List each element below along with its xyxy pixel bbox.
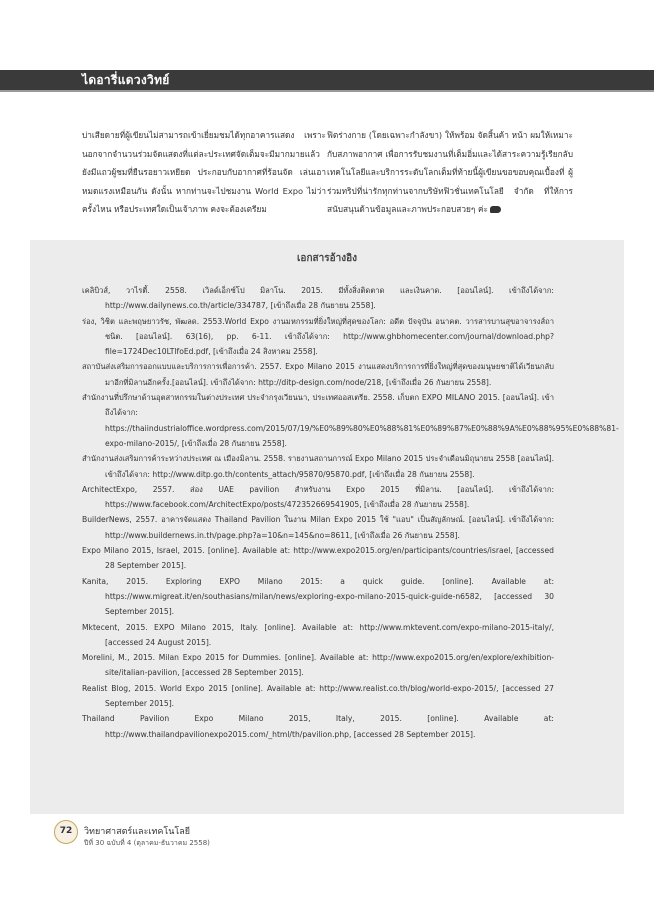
reference-item: สำนักงานส่งเสริมการค้าระหว่างประเทศ ณ เมืองมิลาน. 2558. รายงานสถานการณ์ Expo Milano 2015 ประจำเดือนมิถุนายน 2558 [ออนไลน์]. เข้าถึงได้จาก: http://www.ditp.go.th/contents_attach/95870/95870.pdf, [เข้าถึงเมื่อ 28 กันยายน 2558]. bbox=[82, 454, 554, 479]
reference-item: สำนักงานที่ปรึกษาด้านอุตสาหกรรมในต่างประเทศ ประจำกรุงเวียนนา, ประเทศออสเตรีย. 2558. เก็บตก EXPO MILANO 2015. [ออนไลน์]. เข้าถึงได้จาก: https://thaiindustrialoffice.wordpress.com/2015/07/19/%E0%89%80%E0%88%81%E0%89%87%E0%88%9A%E0%88%95%E0%88%81-expo-milano-2015/, [เข้าถึงเมื่อ 28 กันยายน 2558]. bbox=[82, 393, 619, 448]
body-paragraph-right bbox=[327, 126, 573, 219]
reference-item: Kanita, 2015. Exploring EXPO Milano 2015: a quick guide. [online]. Available at: https://www.migreat.it/en/southasians/milan/news/exploring-expo-milano-2015-quick-guide-n6582, [accessed 30 September 2015]. bbox=[82, 576, 554, 617]
reference-item: สถาบันส่งเสริมการออกแบบและบริการการเพื่อการค้า. 2557. Expo Milano 2015 งานแสดงบริการการที่ยิ่งใหญ่ที่สุดของมนุษยชาติได้เวียนกลับมาอีกที่มิลานอีกครั้ง.[ออนไลน์]. เข้าถึงได้จาก: http://ditp-design.com/node/218, [เข้าถึงเมื่อ 26 กันยายน 2558]. bbox=[82, 362, 554, 387]
reference-item: Realist Blog, 2015. World Expo 2015 [online]. Available at: http://www.realist.co.th/blog/world-expo-2015/, [accessed 27 September 2015]. bbox=[82, 683, 554, 709]
header-rule bbox=[0, 90, 654, 92]
references-list bbox=[82, 283, 619, 742]
reference-item: ร่อง, วิชิต และพฤษยาวรัช, พัฒลด. 2553.World Expo งานมหกรรมที่ยิ่งใหญ่ที่สุดของโลก: อดีต ปัจจุบัน อนาคต. วารสารบานสุขอาจารงส์ถาชนิต. [ออนไลน์]. 63(16), pp. 6-11. เข้าถึงได้จาก: http://www.ghbhomecenter.com/journal/download.php?file=1724Dec10LTlfoEd.pdf, [เข้าถึงเมื่อ 24 สิงหาคม 2558]. bbox=[82, 316, 554, 357]
page-number: 72 bbox=[59, 826, 73, 836]
reference-item: Expo Milano 2015, Israel, 2015. [online]. Available at: http://www.expo2015.org/en/participants/countries/israel, [accessed 28 September 2015]. bbox=[82, 546, 554, 571]
body-paragraph-left: บ่าเสียดายที่ผู้เขียนไม่สามารถเข้าเยี่ยมชมได้ทุกอาคารแสดง เพราะนอกจากจำนวนร่วมจัดแสดงที่แต่ละประเทศจัดเต็มจะมีมากมายแล้ว ยังมีแถวผู้ชมที่ยืนรอยาวเหยียด ประกอบกับอากาศที่ร้อนจัด เล่นเอาหมดแรงเหมือนกัน ดังนั้น หากท่านจะไปชมงาน World Expo ไม่ว่าครั้งไหน หรือประเทศใดเป็นเจ้าภาพ คงจะต้องเตรียม bbox=[82, 130, 326, 214]
reference-item: BuilderNews, 2557. อาคารจัดแสดง Thailand Pavilion ในงาน Milan Expo 2015 ใช้ "แอบ" เป็นสัญลักษณ์. [ออนไลน์]. เข้าถึงได้จาก: http://www.buildernews.in.th/page.php?a=10&n=145&no=8611, [เข้าถึงเมื่อ 26 กันยายน 2558]. bbox=[82, 515, 554, 540]
body-paragraph-right-text: ฟิตร่างกาย (โดยเฉพาะกำลังขา) ให้พร้อม จัดสิ้นค้า หน้า ผมให้เหมาะกับสภาพอากาศ เพื่อการรับชมงานที่เต็มอิ่มและได้สาระความรู้เรียกลับเทคโนโลยีและบริการระดับโลกเต็มที่ท้ายนี้ผู้เขียนขอขอบคุณเบื้องที่ ผู้ร่วมทริปที่น่ารักทุกท่านจากบริษัทฟิวชั่นเทคโนโลยี จำกัด ที่ให้การสนับสนุนด้านข้อมูลและภาพประกอบสวยๆ ค่ะ bbox=[327, 130, 573, 214]
reference-item: Morelini, M., 2015. Milan Expo 2015 for Dummies. [online]. Available at: http://www.expo2015.org/en/explore/exhibition-site/italian-pavilion, [accessed 28 September 2015]. bbox=[82, 653, 554, 678]
reference-item: Thailand Pavilion Expo Milano 2015, Italy, 2015. [online]. Available at: http://www.thailandpavilionexpo2015.com/_html/th/pavilion.php, [accessed 28 September 2015]. bbox=[82, 714, 554, 739]
reference-item: ArchitectExpo, 2557. ส่อง UAE pavilion สำหรับงาน Expo 2015 ที่มิลาน. [ออนไลน์]. เข้าถึงได้จาก: https://www.facebook.com/ArchitectExpo/posts/472352669541905, [เข้าถึงเมื่อ 28 กันยายน 2558]. bbox=[82, 484, 554, 510]
references-title: เอกสารอ้างอิง bbox=[297, 253, 357, 264]
journal-issue: ปีที่ 30 ฉบับที่ 4 (ตุลาคม-ธันวาคม 2558) bbox=[84, 839, 210, 847]
section-title: ไดอารี่แดวงวิทย์ bbox=[82, 73, 170, 87]
reference-item: เคลิบิวส์, วาไรตี้. 2558. เวิลด์เอ็กซ์โป มิลาโน. 2015. มีทั้งสิ่งติดตาด และเงินคาด. [ออนไลน์]. เข้าถึงได้จาก: http://www.dailynews.co.th/article/334787, [เข้าถึงเมื่อ 28 กันยายน 2558]. bbox=[82, 286, 554, 311]
end-mark-icon bbox=[490, 206, 501, 213]
reference-item: Mktecent, 2015. EXPO Milano 2015, Italy. [online]. Available at: http://www.mktevent.com/expo-milano-2015-italy/, [accessed 24 August 2015]. bbox=[82, 622, 554, 647]
journal-name: วิทยาศาสตร์และเทคโนโลยี bbox=[84, 827, 191, 837]
